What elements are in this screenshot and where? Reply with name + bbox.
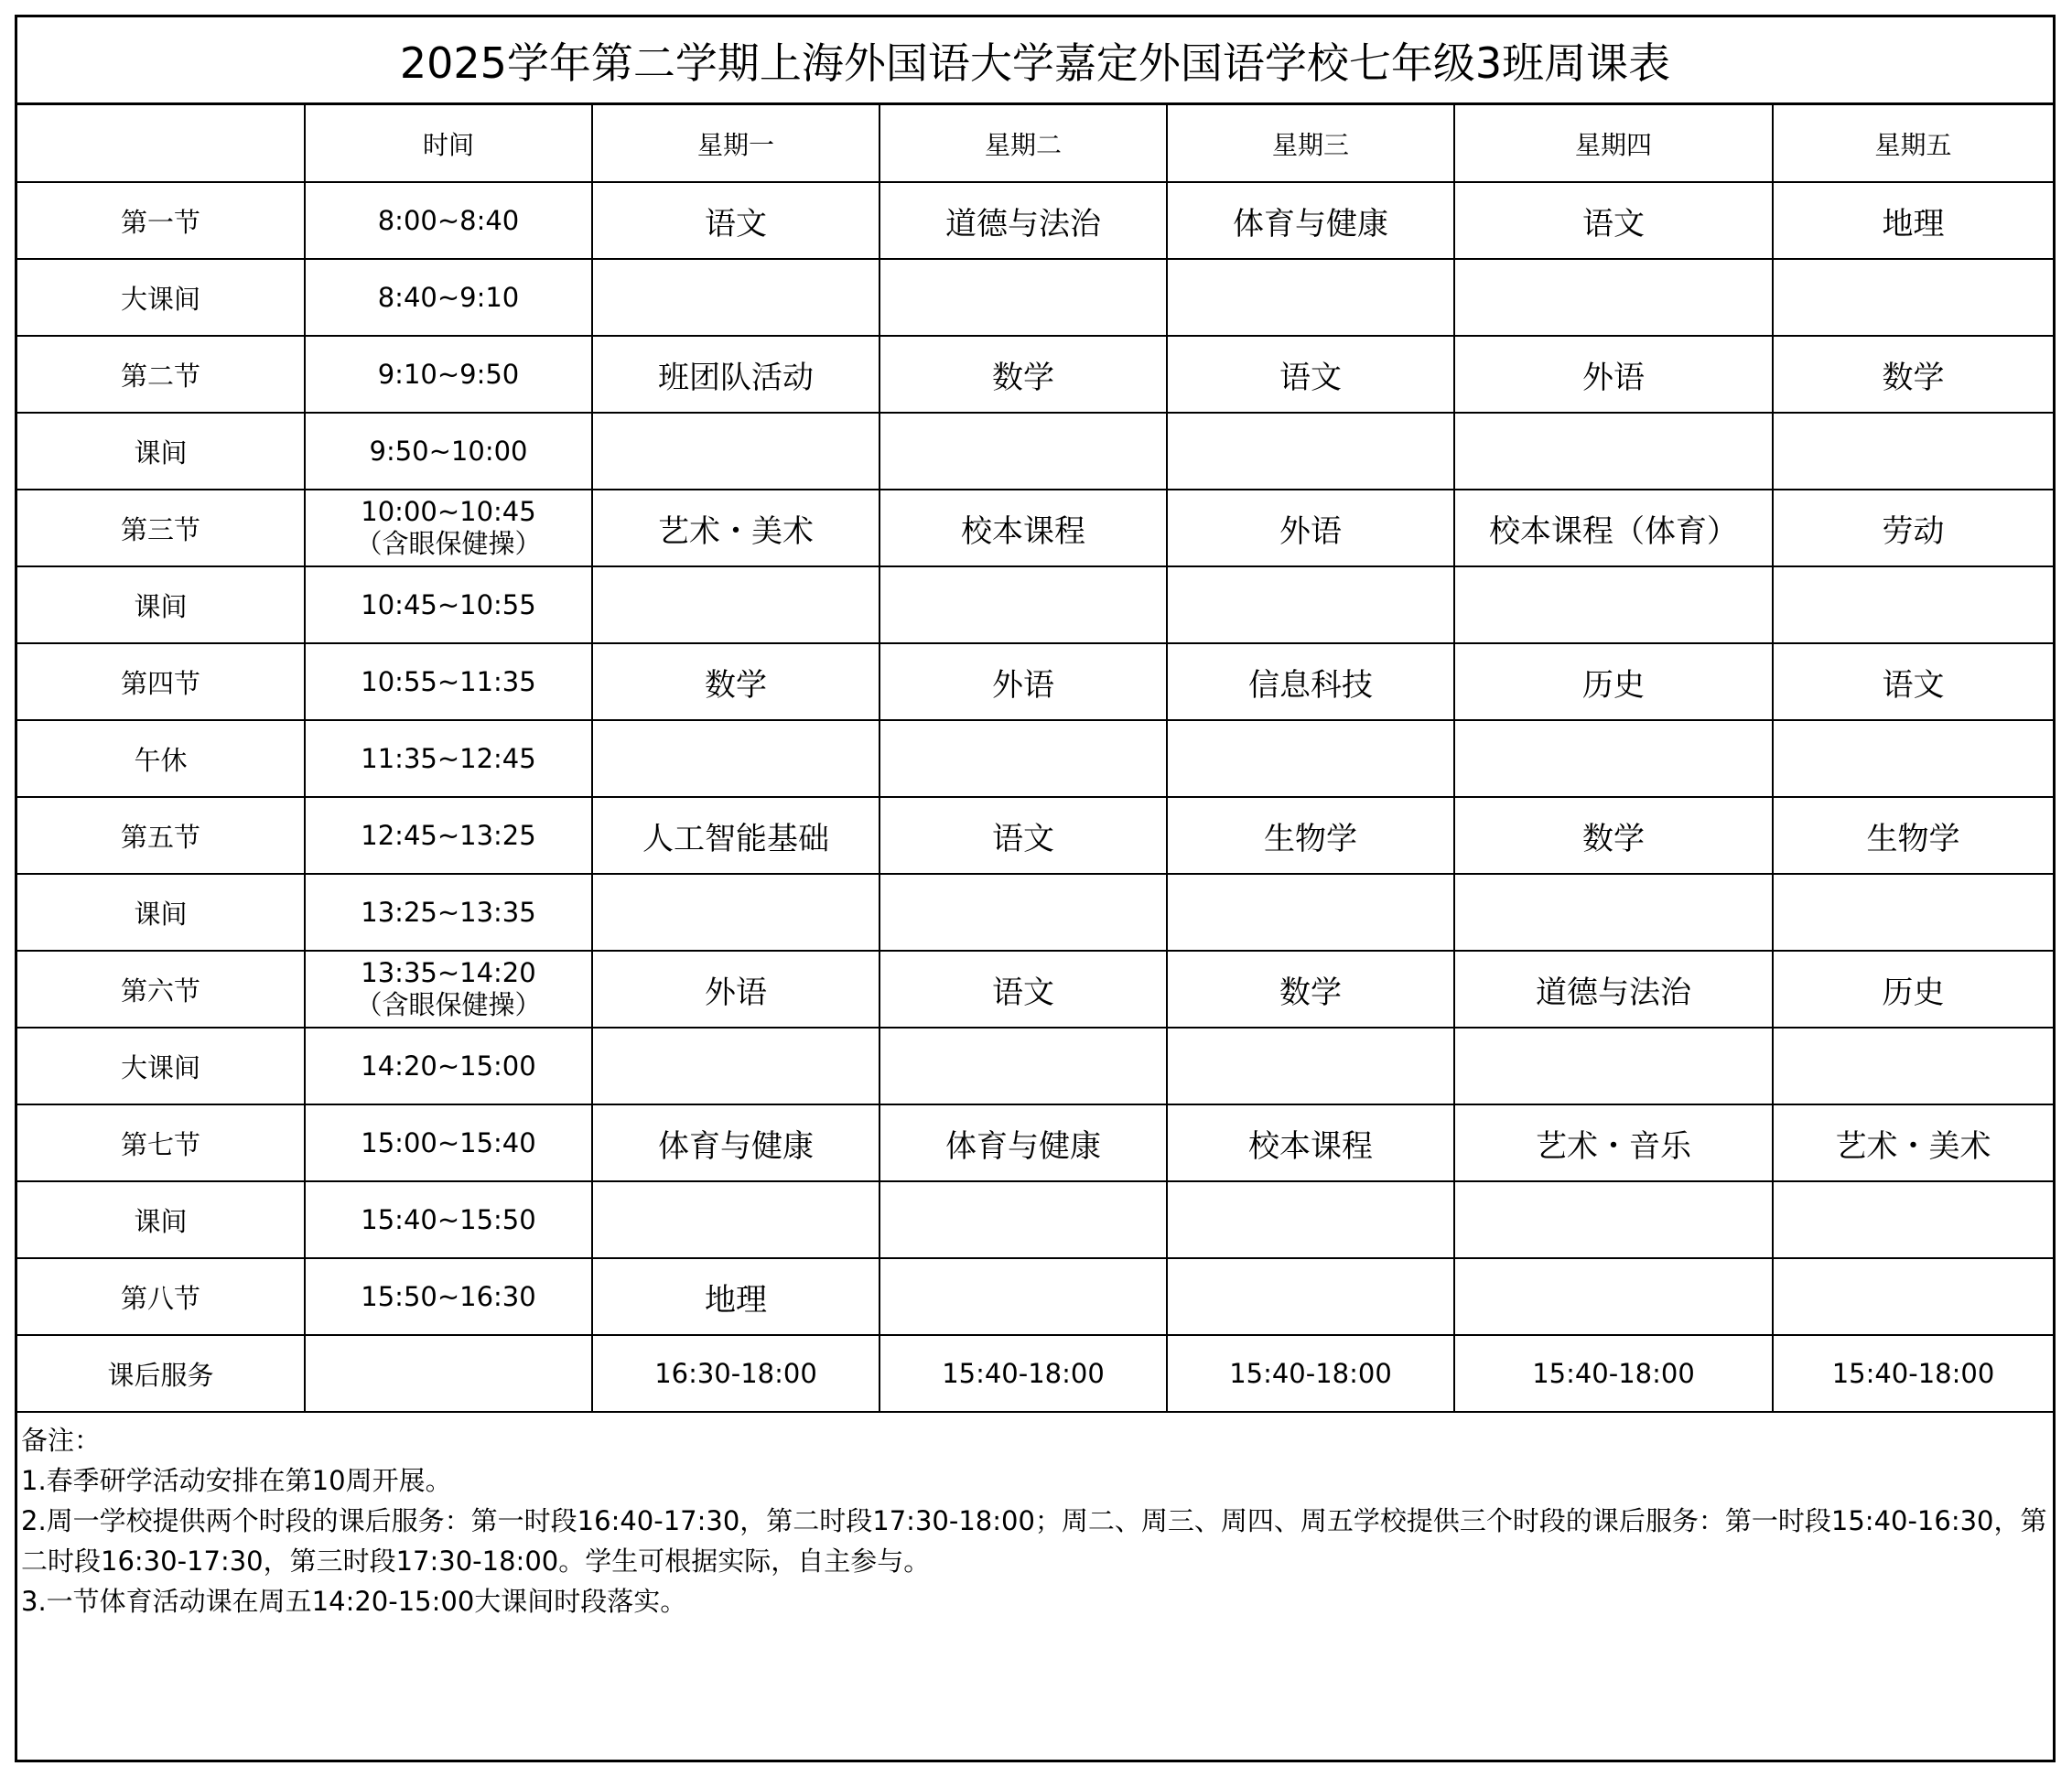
subject-cell (880, 1181, 1167, 1258)
subject-cell: 历史 (1773, 951, 2053, 1028)
period-time-range: 15:00~15:40 (361, 1126, 536, 1158)
period-time-range: 13:25~13:35 (361, 896, 536, 928)
service-time-cell: 16:30-18:00 (592, 1335, 880, 1412)
subject-cell: 校本课程 (880, 490, 1167, 566)
subject-cell (592, 259, 880, 336)
subject-cell (1167, 413, 1454, 490)
subject-cell (1773, 1181, 2053, 1258)
subject-cell (1454, 1258, 1773, 1335)
subject-cell (1773, 1028, 2053, 1104)
header-blank-cell (17, 105, 305, 182)
subject-cell: 数学 (1454, 797, 1773, 874)
period-label: 课间 (17, 566, 305, 643)
subject-cell (1167, 874, 1454, 951)
table-row (17, 797, 2053, 874)
table-row (17, 1181, 2053, 1258)
subject-cell (1773, 874, 2053, 951)
subject-cell: 校本课程（体育） (1454, 490, 1773, 566)
subject-cell: 道德与法治 (880, 182, 1167, 259)
period-time (305, 797, 592, 874)
service-time-cell: 15:40-18:00 (1773, 1335, 2053, 1412)
period-label: 第五节 (17, 797, 305, 874)
subject-cell (1454, 259, 1773, 336)
period-time-range: 14:20~15:00 (361, 1050, 536, 1082)
timetable (17, 105, 2053, 1413)
period-time-range: 12:45~13:25 (361, 819, 536, 851)
subject-cell: 语文 (1167, 336, 1454, 413)
subject-cell (1454, 566, 1773, 643)
subject-cell (1773, 413, 2053, 490)
table-row (17, 182, 2053, 259)
subject-cell: 数学 (1167, 951, 1454, 1028)
subject-cell: 校本课程 (1167, 1104, 1454, 1181)
subject-cell: 外语 (1454, 336, 1773, 413)
subject-cell (1454, 1028, 1773, 1104)
subject-cell (1167, 720, 1454, 797)
subject-cell (1167, 1028, 1454, 1104)
subject-cell: 班团队活动 (592, 336, 880, 413)
period-time (305, 1104, 592, 1181)
subject-cell (1167, 1258, 1454, 1335)
period-time (305, 1181, 592, 1258)
subject-cell (1167, 259, 1454, 336)
subject-cell: 外语 (1167, 490, 1454, 566)
note-item: 1.春季研学活动安排在第10周开展。 (21, 1465, 452, 1496)
subject-cell: 外语 (880, 643, 1167, 720)
subject-cell (880, 566, 1167, 643)
table-row (17, 336, 2053, 413)
period-time-range: 9:50~10:00 (369, 435, 528, 467)
table-row (17, 1104, 2053, 1181)
subject-cell: 生物学 (1167, 797, 1454, 874)
period-time (305, 490, 592, 566)
subject-cell: 艺术・美术 (1773, 1104, 2053, 1181)
subject-cell (592, 1028, 880, 1104)
subject-cell (592, 874, 880, 951)
period-time-note: （含眼保健操） (355, 989, 542, 1020)
table-row (17, 874, 2053, 951)
subject-cell: 体育与健康 (880, 1104, 1167, 1181)
subject-cell (592, 566, 880, 643)
subject-cell (1454, 720, 1773, 797)
table-row (17, 1258, 2053, 1335)
period-time (305, 413, 592, 490)
subject-cell: 艺术・音乐 (1454, 1104, 1773, 1181)
period-time-range: 15:50~16:30 (361, 1280, 536, 1312)
period-label: 大课间 (17, 259, 305, 336)
subject-cell: 外语 (592, 951, 880, 1028)
period-time-range: 15:40~15:50 (361, 1203, 536, 1235)
period-time (305, 1028, 592, 1104)
period-time-range: 11:35~12:45 (361, 742, 536, 774)
subject-cell (880, 874, 1167, 951)
subject-cell: 人工智能基础 (592, 797, 880, 874)
table-row (17, 643, 2053, 720)
subject-cell: 语文 (880, 951, 1167, 1028)
header-row (17, 105, 2053, 182)
subject-cell (1454, 413, 1773, 490)
subject-cell (880, 1258, 1167, 1335)
subject-cell (1454, 874, 1773, 951)
note-item: 3.一节体育活动课在周五14:20-15:00大课间时段落实。 (21, 1586, 687, 1617)
header-time: 时间 (305, 105, 592, 182)
service-time-cell: 15:40-18:00 (1454, 1335, 1773, 1412)
note-item: 2.周一学校提供两个时段的课后服务：第一时段16:40-17:30，第二时段17:30-18:00；周二、周三、周四、周五学校提供三个时段的课后服务：第一时段15:40-16:30，第二时段16:30-17:30，第三时段17:30-18:00。学生可根据实际，自主参与。 (21, 1505, 2047, 1577)
subject-cell (592, 1181, 880, 1258)
subject-cell (880, 720, 1167, 797)
table-row (17, 566, 2053, 643)
table-row (17, 259, 2053, 336)
subject-cell: 语文 (592, 182, 880, 259)
subject-cell: 道德与法治 (1454, 951, 1773, 1028)
period-label: 第七节 (17, 1104, 305, 1181)
period-label: 课间 (17, 413, 305, 490)
service-label: 课后服务 (17, 1335, 305, 1412)
subject-cell (1454, 1181, 1773, 1258)
period-label: 大课间 (17, 1028, 305, 1104)
period-label: 午休 (17, 720, 305, 797)
table-row (17, 413, 2053, 490)
subject-cell: 语文 (1454, 182, 1773, 259)
table-row (17, 490, 2053, 566)
subject-cell (880, 1028, 1167, 1104)
header-day-thu: 星期四 (1454, 105, 1773, 182)
period-time (305, 951, 592, 1028)
period-time (305, 336, 592, 413)
period-label: 第三节 (17, 490, 305, 566)
subject-cell: 艺术・美术 (592, 490, 880, 566)
period-time-note: （含眼保健操） (355, 528, 542, 559)
table-row (17, 951, 2053, 1028)
service-time-cell: 15:40-18:00 (880, 1335, 1167, 1412)
period-time-range: 10:55~11:35 (361, 665, 536, 697)
subject-cell: 体育与健康 (1167, 182, 1454, 259)
header-day-fri: 星期五 (1773, 105, 2053, 182)
period-label: 第二节 (17, 336, 305, 413)
notes-heading: 备注： (21, 1425, 102, 1456)
subject-cell: 数学 (1773, 336, 2053, 413)
subject-cell (880, 413, 1167, 490)
subject-cell (592, 413, 880, 490)
subject-cell: 体育与健康 (592, 1104, 880, 1181)
timetable-sheet (15, 15, 2056, 1762)
subject-cell: 信息科技 (1167, 643, 1454, 720)
table-row (17, 720, 2053, 797)
period-time-range: 10:45~10:55 (361, 588, 536, 620)
period-time-range: 13:35~14:20 (361, 957, 536, 989)
header-day-mon: 星期一 (592, 105, 880, 182)
period-time-range: 9:10~9:50 (377, 358, 520, 390)
subject-cell: 地理 (1773, 182, 2053, 259)
period-time-range: 8:40~9:10 (377, 281, 520, 313)
subject-cell: 地理 (592, 1258, 880, 1335)
subject-cell (1773, 1258, 2053, 1335)
service-time-cell: 15:40-18:00 (1167, 1335, 1454, 1412)
subject-cell (1167, 566, 1454, 643)
subject-cell (1773, 720, 2053, 797)
subject-cell (1773, 566, 2053, 643)
subject-cell: 语文 (880, 797, 1167, 874)
header-day-wed: 星期三 (1167, 105, 1454, 182)
header-day-tue: 星期二 (880, 105, 1167, 182)
period-time (305, 643, 592, 720)
period-time (305, 566, 592, 643)
period-time (305, 259, 592, 336)
period-label: 第八节 (17, 1258, 305, 1335)
subject-cell: 劳动 (1773, 490, 2053, 566)
service-row (17, 1335, 2053, 1412)
period-time (305, 1258, 592, 1335)
period-time (305, 874, 592, 951)
period-label: 课间 (17, 1181, 305, 1258)
period-time-range: 8:00~8:40 (377, 204, 520, 236)
subject-cell: 生物学 (1773, 797, 2053, 874)
table-row (17, 1028, 2053, 1104)
subject-cell: 数学 (592, 643, 880, 720)
period-label: 第六节 (17, 951, 305, 1028)
subject-cell (880, 259, 1167, 336)
subject-cell (592, 720, 880, 797)
period-time (305, 720, 592, 797)
period-time (305, 182, 592, 259)
period-label: 第一节 (17, 182, 305, 259)
subject-cell (1167, 1181, 1454, 1258)
notes (17, 1413, 2053, 1621)
subject-cell: 历史 (1454, 643, 1773, 720)
period-time-range: 10:00~10:45 (361, 496, 536, 528)
subject-cell: 数学 (880, 336, 1167, 413)
service-time (305, 1335, 592, 1412)
subject-cell: 语文 (1773, 643, 2053, 720)
subject-cell (1773, 259, 2053, 336)
page-title: 2025学年第二学期上海外国语大学嘉定外国语学校七年级3班周课表 (17, 17, 2053, 105)
period-label: 课间 (17, 874, 305, 951)
period-label: 第四节 (17, 643, 305, 720)
